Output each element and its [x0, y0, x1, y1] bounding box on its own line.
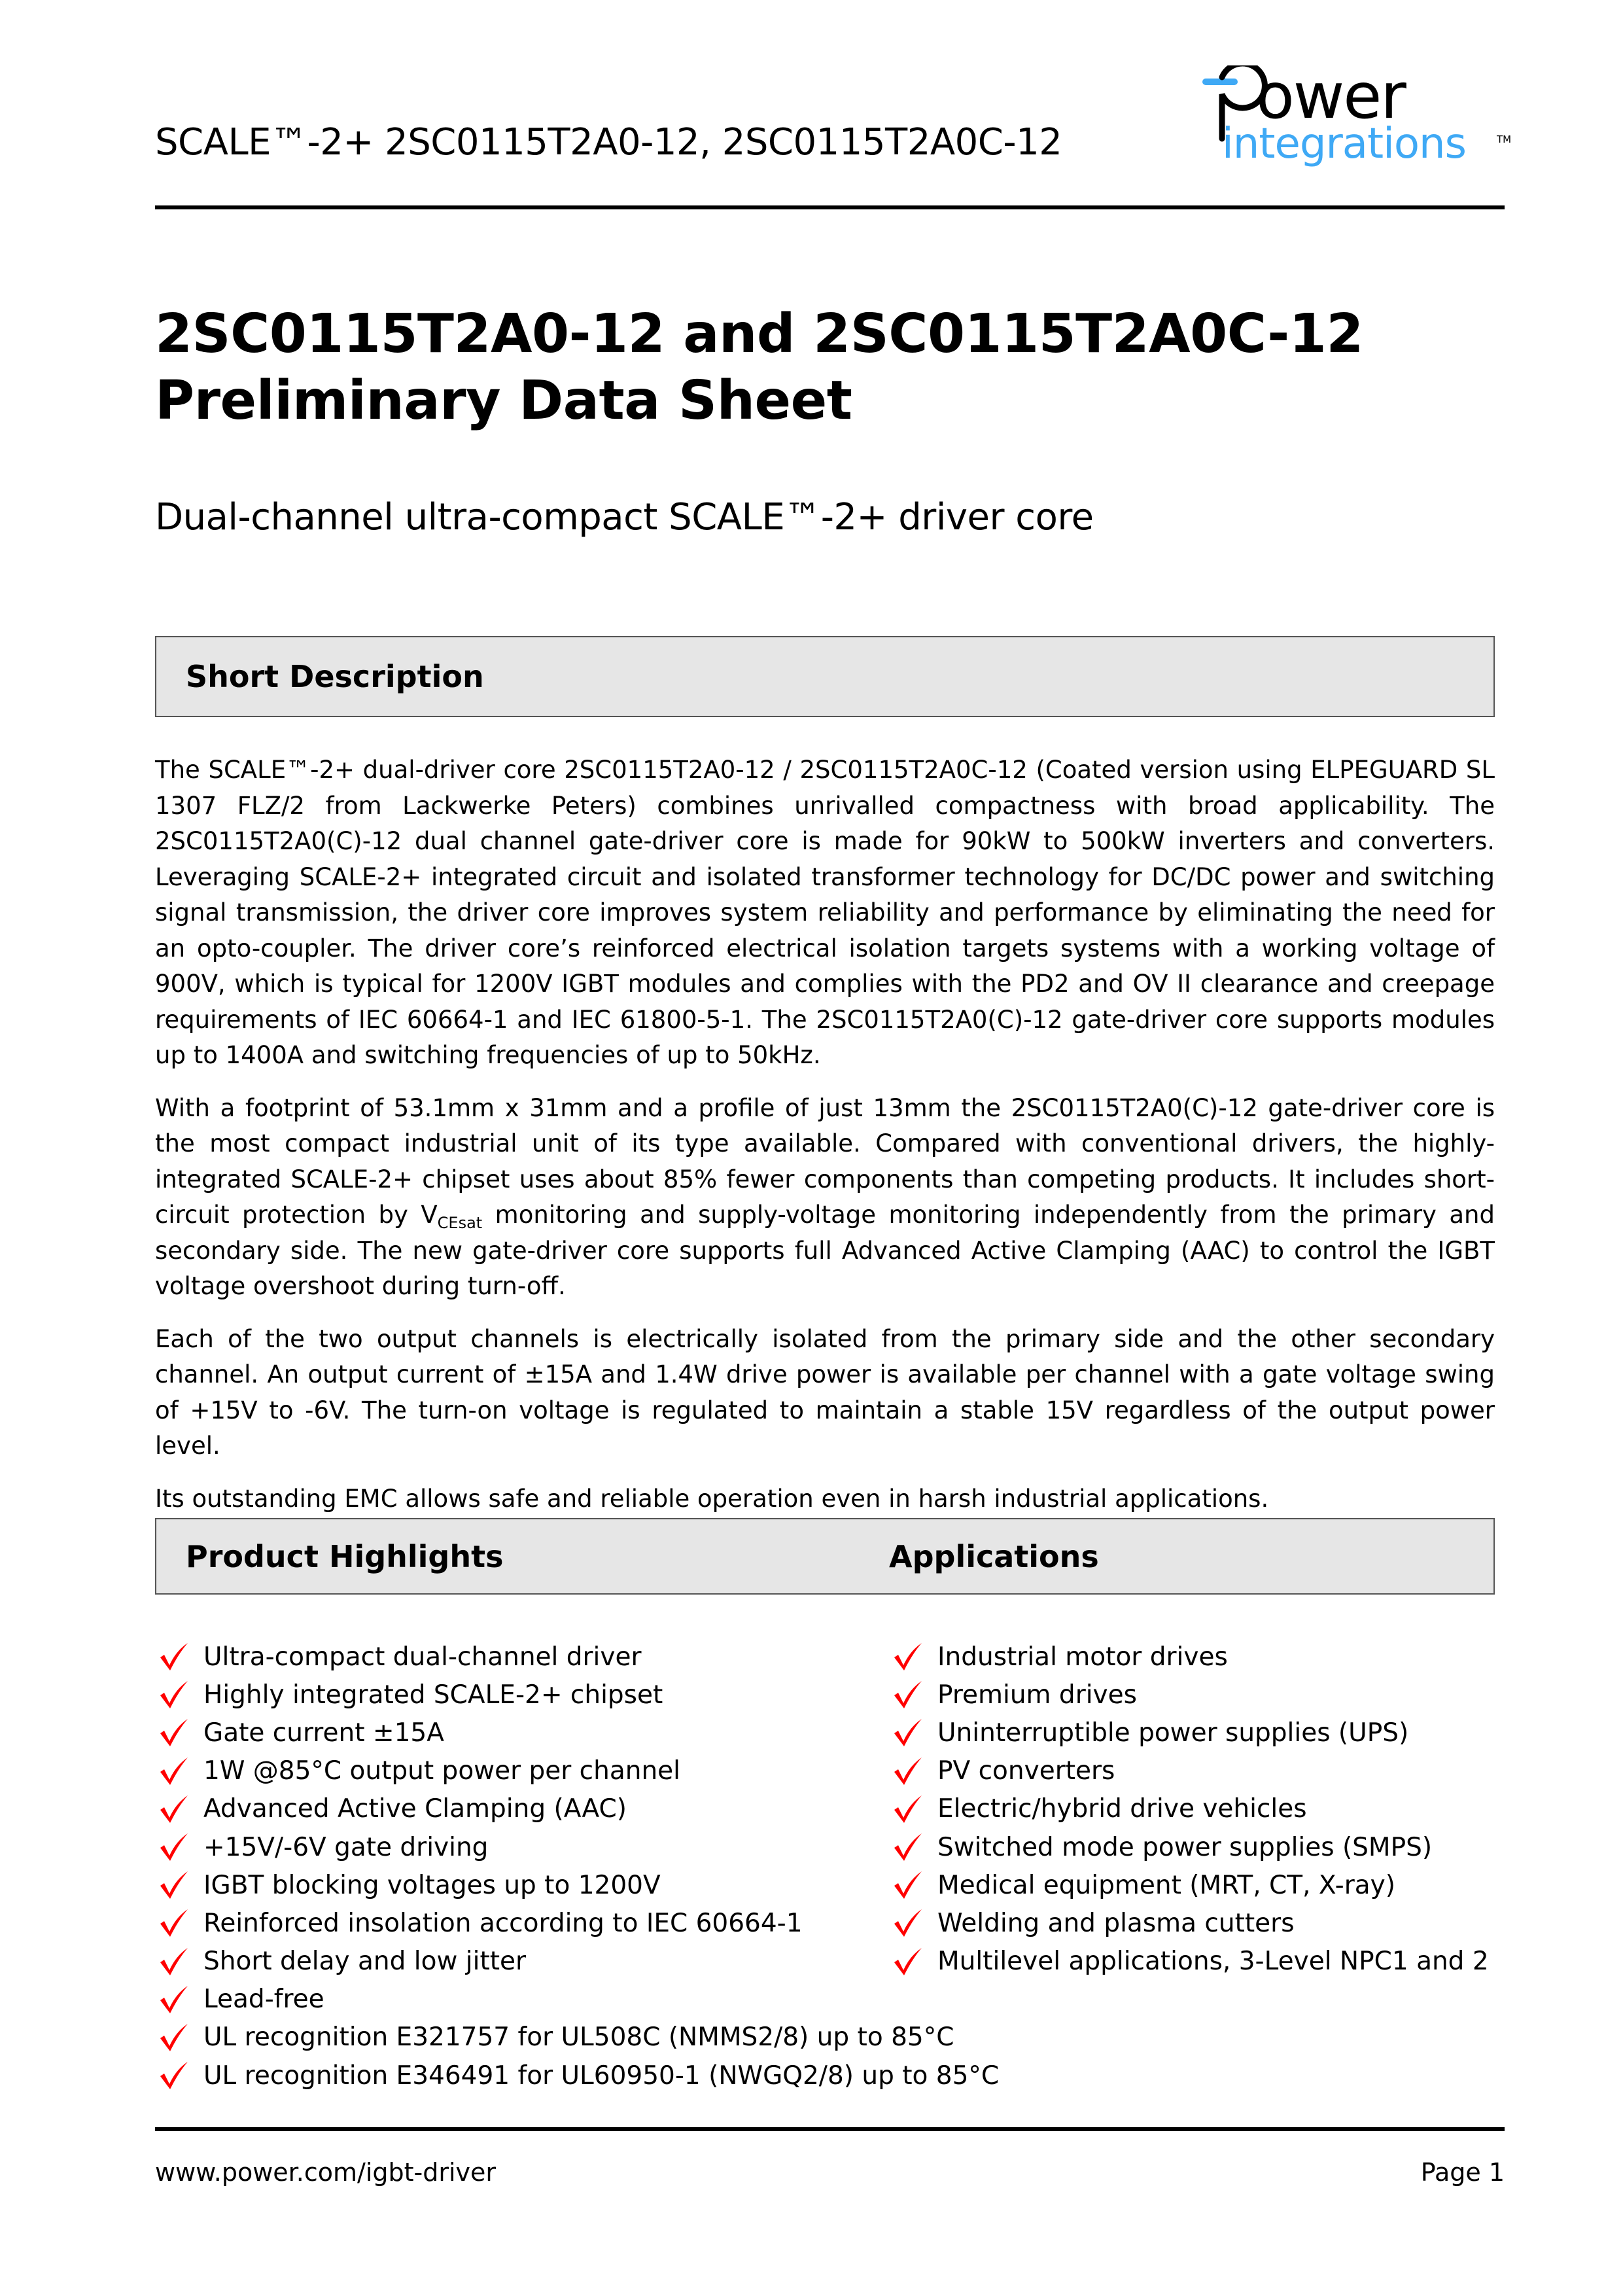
checkmark-icon	[159, 1680, 203, 1710]
list-item	[893, 1714, 1489, 1752]
product-highlights-list	[159, 1638, 999, 2094]
checkmark-icon	[159, 2060, 203, 2091]
checkmark-icon	[893, 1870, 937, 1900]
list-item-label: Welding and plasma cutters	[937, 1908, 1295, 1938]
list-item	[159, 1981, 999, 2019]
list-item	[893, 1828, 1489, 1866]
list-item	[159, 1943, 999, 1981]
power-integrations-logo	[1202, 65, 1516, 183]
header-product-line: SCALE™-2+ 2SC0115T2A0-12, 2SC0115T2A0C-12	[155, 121, 1062, 164]
checkmark-icon	[159, 1718, 203, 1748]
list-item-label: IGBT blocking voltages up to 1200V	[203, 1870, 661, 1900]
title-line-1: 2SC0115T2A0-12 and 2SC0115T2A0C-12	[155, 303, 1363, 365]
list-item-label: Advanced Active Clamping (AAC)	[203, 1794, 627, 1824]
list-item-label: Reinforced insolation according to IEC 60664-1	[203, 1908, 803, 1938]
subscript: CEsat	[437, 1214, 483, 1232]
list-item	[159, 1676, 999, 1714]
footer-url-link[interactable]: www.power.com/igbt-driver	[155, 2158, 497, 2187]
list-item-label: Ultra-compact dual-channel driver	[203, 1642, 642, 1672]
list-item	[159, 1714, 999, 1752]
checkmark-icon	[159, 1832, 203, 1862]
description-paragraph: Its outstanding EMC allows safe and reliable operation even in harsh industrial applications.	[155, 1484, 1269, 1513]
description-paragraph: Each of the two output channels is electrically isolated from the primary side and the other secondary channel. An output current of ±15A and 1.4W drive power is available per channel with a gate voltage swing of +15V to -6V. The turn-on voltage is regulated to maintain a stable 15V regardless of the output power level.	[155, 1324, 1495, 1460]
list-item	[159, 1828, 999, 1866]
list-item-label: Uninterruptible power supplies (UPS)	[937, 1718, 1409, 1748]
page-title	[155, 301, 1363, 434]
list-item-label: +15V/-6V gate driving	[203, 1832, 489, 1862]
list-item-label: Lead-free	[203, 1985, 324, 2015]
title-line-2: Preliminary Data Sheet	[155, 370, 852, 432]
list-item-label: Premium drives	[937, 1680, 1137, 1710]
applications-heading: Applications	[889, 1538, 1099, 1574]
list-item-label: Medical equipment (MRT, CT, X-ray)	[937, 1870, 1395, 1900]
checkmark-icon	[893, 1680, 937, 1710]
list-item-label: Short delay and low jitter	[203, 1947, 527, 1977]
list-item-label: Switched mode power supplies (SMPS)	[937, 1832, 1433, 1862]
checkmark-icon	[893, 1642, 937, 1672]
description-paragraph	[155, 1091, 1495, 1305]
svg-text:TM: TM	[1497, 133, 1512, 145]
checkmark-icon	[159, 1756, 203, 1786]
highlights-applications-header-box	[155, 1518, 1495, 1595]
list-item-label: PV converters	[937, 1756, 1115, 1786]
list-item	[893, 1676, 1489, 1714]
applications-list	[893, 1638, 1489, 1981]
checkmark-icon	[893, 1947, 937, 1977]
svg-text:ower: ower	[1256, 65, 1405, 133]
checkmark-icon	[159, 1794, 203, 1824]
list-item-label: Gate current ±15A	[203, 1718, 444, 1748]
checkmark-icon	[159, 1947, 203, 1977]
list-item	[159, 1790, 999, 1828]
list-item	[159, 2057, 999, 2094]
checkmark-icon	[159, 1870, 203, 1900]
checkmark-icon	[159, 1985, 203, 2015]
header-rule	[155, 205, 1505, 209]
text-run: With a footprint of 53.1mm x 31mm and a profile of just 13mm the 2SC0115T2A0(C)-12 gate-driver core is the most compact industrial unit of its type available. Compared with conventional drivers, the highly-integrated SCALE-2+ chipset uses about 85% fewer components than competing products. It includes short-circuit protection by V	[155, 1093, 1495, 1229]
checkmark-icon	[159, 1642, 203, 1672]
short-description-header-box	[155, 636, 1495, 717]
page-number: Page 1	[1420, 2158, 1505, 2187]
list-item	[893, 1866, 1489, 1904]
list-item-label: Electric/hybrid drive vehicles	[937, 1794, 1307, 1824]
list-item	[893, 1904, 1489, 1942]
checkmark-icon	[893, 1832, 937, 1862]
list-item	[893, 1943, 1489, 1981]
product-highlights-heading: Product Highlights	[186, 1538, 504, 1574]
list-item	[159, 1866, 999, 1904]
list-item	[893, 1638, 1489, 1676]
svg-text:integrations: integrations	[1222, 120, 1466, 168]
checkmark-icon	[893, 1794, 937, 1824]
subtitle: Dual-channel ultra-compact SCALE™-2+ driver core	[155, 496, 1094, 539]
checkmark-icon	[159, 1908, 203, 1938]
list-item	[159, 1904, 999, 1942]
list-item	[893, 1790, 1489, 1828]
checkmark-icon	[159, 2022, 203, 2053]
checkmark-icon	[893, 1756, 937, 1786]
list-item-label: Multilevel applications, 3-Level NPC1 and 2	[937, 1947, 1489, 1977]
list-item	[159, 1752, 999, 1790]
short-description-body	[155, 752, 1495, 1534]
list-item	[893, 1752, 1489, 1790]
list-item	[159, 1638, 999, 1676]
list-item-label: Highly integrated SCALE-2+ chipset	[203, 1680, 663, 1710]
description-paragraph: The SCALE™-2+ dual-driver core 2SC0115T2A0-12 / 2SC0115T2A0C-12 (Coated version using ELPEGUARD SL 1307 FLZ/2 from Lackwerke Peters) combines unrivalled compactness with broad applicability. The 2SC0115T2A0(C)-12 dual channel gate-driver core is made for 90kW to 500kW inverters and converters. Leveraging SCALE-2+ integrated circuit and isolated transformer technology for DC/DC power and switching signal transmission, the driver core improves system reliability and performance by eliminating the need for an opto-coupler. The driver core’s reinforced electrical isolation targets systems with a working voltage of 900V, which is typical for 1200V IGBT modules and complies with the PD2 and OV II clearance and creepage requirements of IEC 60664-1 and IEC 61800-5-1. The 2SC0115T2A0(C)-12 gate-driver core supports modules up to 1400A and switching frequencies of up to 50kHz.	[155, 756, 1495, 1069]
footer-rule	[155, 2127, 1505, 2131]
list-item	[159, 2019, 999, 2057]
list-item-label: Industrial motor drives	[937, 1642, 1228, 1672]
list-item-label: 1W @85°C output power per channel	[203, 1756, 681, 1786]
text-run: monitoring and supply-voltage monitoring independently from the primary and secondary side. The new gate-driver core supports full Advanced Active Clamping (AAC) to control the IGBT voltage overshoot during turn-off.	[155, 1201, 1495, 1300]
checkmark-icon	[893, 1908, 937, 1938]
checkmark-icon	[893, 1718, 937, 1748]
list-item-label: UL recognition E321757 for UL508C (NMMS2/8) up to 85°C	[203, 2022, 954, 2053]
short-description-heading: Short Description	[186, 659, 484, 694]
list-item-label: UL recognition E346491 for UL60950-1 (NWGQ2/8) up to 85°C	[203, 2060, 1000, 2091]
